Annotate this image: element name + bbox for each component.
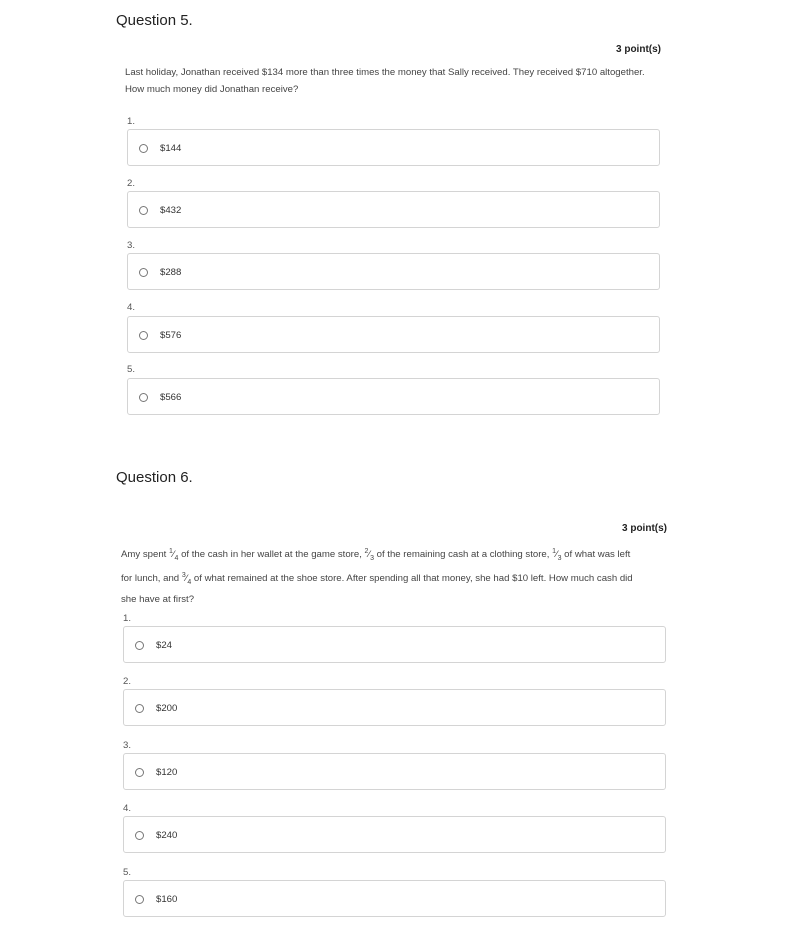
question-6-text-e: for lunch, and xyxy=(121,573,182,585)
radio-button[interactable] xyxy=(135,768,144,777)
option-number: 3. xyxy=(123,740,132,751)
question-6-text-c: of the remaining cash at a clothing store, xyxy=(373,549,553,561)
question-5-text-line-2: How much money did Jonathan receive? xyxy=(125,84,299,95)
radio-button[interactable] xyxy=(135,831,144,840)
question-5-points: 3 point(s) xyxy=(616,44,661,55)
answer-option[interactable] xyxy=(123,880,666,917)
option-label: $288 xyxy=(160,267,182,278)
question-6-text-b: of the cash in her wallet at the game store, xyxy=(178,549,365,561)
question-6-text xyxy=(121,543,669,608)
question-5-text-line-1: Last holiday, Jonathan received $134 more than three times the money that Sally received. They received $710 altogether. xyxy=(125,67,645,78)
radio-button[interactable] xyxy=(139,206,148,215)
question-6-points: 3 point(s) xyxy=(622,523,667,534)
fraction-denominator: 3 xyxy=(370,555,374,563)
option-label: $24 xyxy=(156,640,173,651)
question-6-text-f: of what remained at the shoe store. After spending all that money, she had $10 left. How much cash did xyxy=(191,573,633,585)
fraction-denominator: 4 xyxy=(187,579,192,587)
option-number: 4. xyxy=(123,803,132,814)
fraction: $^1⁄_4$ xyxy=(169,548,179,563)
radio-button[interactable] xyxy=(135,895,144,904)
question-6-text-g: she have at first? xyxy=(121,594,195,606)
answer-option[interactable] xyxy=(123,689,666,726)
answer-option[interactable] xyxy=(127,191,660,228)
option-label: $240 xyxy=(156,830,178,841)
answer-option[interactable] xyxy=(127,129,660,166)
fraction-numerator: 1 xyxy=(169,548,173,555)
answer-option[interactable] xyxy=(123,753,666,790)
option-number: 1. xyxy=(127,116,136,127)
option-number: 2. xyxy=(123,676,132,687)
fraction: $^2⁄_3$ xyxy=(364,548,374,563)
fraction: $^1⁄_3$ xyxy=(552,548,562,563)
question-6-text-a: Amy spent xyxy=(121,549,169,561)
option-number: 2. xyxy=(127,178,136,189)
question-6-title: Question 6. xyxy=(116,469,193,486)
option-number: 3. xyxy=(127,240,136,251)
question-5-text xyxy=(125,64,665,98)
option-label: $432 xyxy=(160,205,182,216)
answer-option[interactable] xyxy=(123,816,666,853)
option-label: $120 xyxy=(156,767,178,778)
option-label: $160 xyxy=(156,894,178,905)
option-number: 4. xyxy=(127,302,136,313)
fraction: $^3⁄_4$ xyxy=(181,572,192,587)
radio-button[interactable] xyxy=(139,393,148,402)
fraction-numerator: 1 xyxy=(552,548,556,555)
radio-button[interactable] xyxy=(139,331,148,340)
question-5-title: Question 5. xyxy=(116,12,193,29)
answer-option[interactable] xyxy=(127,378,660,415)
answer-option[interactable] xyxy=(127,316,660,353)
fraction-denominator: 4 xyxy=(174,555,179,563)
fraction-numerator: 3 xyxy=(181,572,186,580)
radio-button[interactable] xyxy=(139,144,148,153)
answer-option[interactable] xyxy=(123,626,666,663)
radio-button[interactable] xyxy=(135,704,144,713)
option-number: 5. xyxy=(123,867,132,878)
option-label: $576 xyxy=(160,330,182,341)
option-label: $566 xyxy=(160,392,182,403)
fraction-denominator: 3 xyxy=(557,555,562,563)
answer-option[interactable] xyxy=(127,253,660,290)
fraction-numerator: 2 xyxy=(364,548,369,555)
radio-button[interactable] xyxy=(139,268,148,277)
option-label: $200 xyxy=(156,703,178,714)
question-6-text-d: of what was left xyxy=(561,549,631,561)
option-label: $144 xyxy=(160,143,182,154)
option-number: 1. xyxy=(123,613,132,624)
option-number: 5. xyxy=(127,364,136,375)
radio-button[interactable] xyxy=(135,641,144,650)
